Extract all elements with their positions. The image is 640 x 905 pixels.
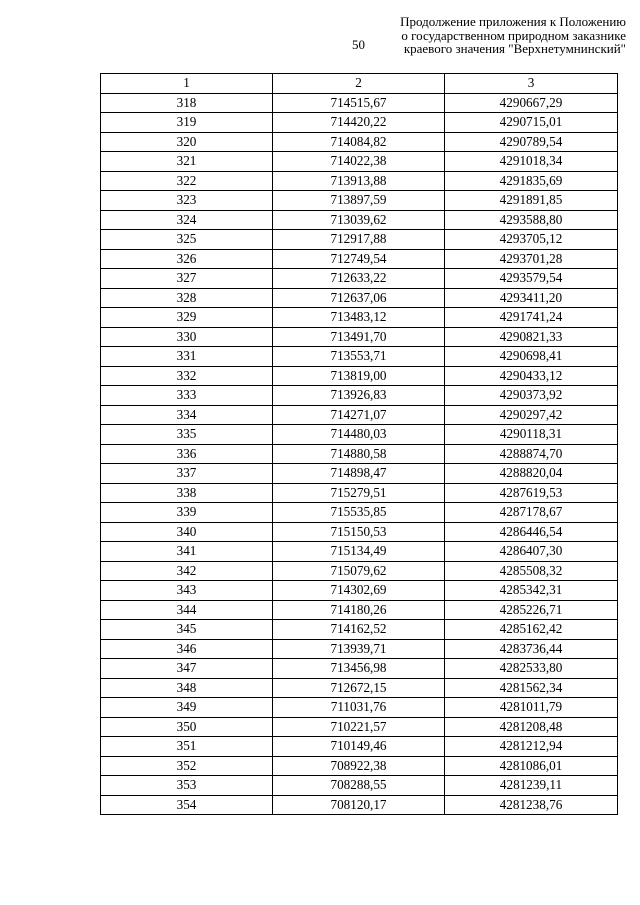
table-row	[101, 269, 618, 289]
x-coordinate-cell: 712917,88	[273, 230, 445, 250]
table-row	[101, 561, 618, 581]
x-coordinate-cell: 713913,88	[273, 171, 445, 191]
x-coordinate-cell: 712672,15	[273, 678, 445, 698]
point-number-cell: 336	[101, 444, 273, 464]
table-row	[101, 386, 618, 406]
point-number-cell: 348	[101, 678, 273, 698]
x-coordinate-cell: 714880,58	[273, 444, 445, 464]
point-number-cell: 323	[101, 191, 273, 211]
y-coordinate-cell: 4281086,01	[445, 756, 618, 776]
x-coordinate-cell: 712749,54	[273, 249, 445, 269]
y-coordinate-cell: 4281239,11	[445, 776, 618, 796]
y-coordinate-cell: 4290433,12	[445, 366, 618, 386]
table-body	[101, 93, 618, 815]
table-row	[101, 659, 618, 679]
y-coordinate-cell: 4285342,31	[445, 581, 618, 601]
x-coordinate-cell: 714302,69	[273, 581, 445, 601]
y-coordinate-cell: 4290698,41	[445, 347, 618, 367]
y-coordinate-cell: 4281562,34	[445, 678, 618, 698]
point-number-cell: 345	[101, 620, 273, 640]
point-number-cell: 332	[101, 366, 273, 386]
x-coordinate-cell: 714180,26	[273, 600, 445, 620]
y-coordinate-cell: 4286446,54	[445, 522, 618, 542]
x-coordinate-cell: 714420,22	[273, 113, 445, 133]
y-coordinate-cell: 4286407,30	[445, 542, 618, 562]
table-row	[101, 678, 618, 698]
x-coordinate-cell: 712633,22	[273, 269, 445, 289]
point-number-cell: 347	[101, 659, 273, 679]
x-coordinate-cell: 714271,07	[273, 405, 445, 425]
x-coordinate-cell: 714480,03	[273, 425, 445, 445]
x-coordinate-cell: 715134,49	[273, 542, 445, 562]
x-coordinate-cell: 713939,71	[273, 639, 445, 659]
y-coordinate-cell: 4291018,34	[445, 152, 618, 172]
table-row	[101, 600, 618, 620]
table-row	[101, 444, 618, 464]
column-header-2: 2	[273, 74, 445, 94]
x-coordinate-cell: 713491,70	[273, 327, 445, 347]
point-number-cell: 318	[101, 93, 273, 113]
coordinates-table	[100, 73, 618, 815]
y-coordinate-cell: 4285162,42	[445, 620, 618, 640]
y-coordinate-cell: 4288874,70	[445, 444, 618, 464]
x-coordinate-cell: 713039,62	[273, 210, 445, 230]
y-coordinate-cell: 4281238,76	[445, 795, 618, 815]
x-coordinate-cell: 713926,83	[273, 386, 445, 406]
table-row	[101, 191, 618, 211]
point-number-cell: 324	[101, 210, 273, 230]
y-coordinate-cell: 4290667,29	[445, 93, 618, 113]
table-row	[101, 93, 618, 113]
x-coordinate-cell: 713483,12	[273, 308, 445, 328]
column-header-1: 1	[101, 74, 273, 94]
x-coordinate-cell: 713819,00	[273, 366, 445, 386]
table-row	[101, 542, 618, 562]
table-row	[101, 249, 618, 269]
point-number-cell: 346	[101, 639, 273, 659]
header-line: Продолжение приложения к Положению	[400, 14, 626, 29]
x-coordinate-cell: 714898,47	[273, 464, 445, 484]
table-row	[101, 698, 618, 718]
point-number-cell: 351	[101, 737, 273, 757]
point-number-cell: 342	[101, 561, 273, 581]
y-coordinate-cell: 4291741,24	[445, 308, 618, 328]
point-number-cell: 353	[101, 776, 273, 796]
point-number-cell: 319	[101, 113, 273, 133]
x-coordinate-cell: 713897,59	[273, 191, 445, 211]
point-number-cell: 331	[101, 347, 273, 367]
y-coordinate-cell: 4293588,80	[445, 210, 618, 230]
point-number-cell: 321	[101, 152, 273, 172]
point-number-cell: 338	[101, 483, 273, 503]
point-number-cell: 343	[101, 581, 273, 601]
y-coordinate-cell: 4293705,12	[445, 230, 618, 250]
y-coordinate-cell: 4287619,53	[445, 483, 618, 503]
y-coordinate-cell: 4283736,44	[445, 639, 618, 659]
table-row	[101, 347, 618, 367]
table-row	[101, 522, 618, 542]
y-coordinate-cell: 4281208,48	[445, 717, 618, 737]
header-note	[326, 15, 626, 56]
y-coordinate-cell: 4290715,01	[445, 113, 618, 133]
point-number-cell: 349	[101, 698, 273, 718]
x-coordinate-cell: 710149,46	[273, 737, 445, 757]
table-row	[101, 717, 618, 737]
x-coordinate-cell: 708922,38	[273, 756, 445, 776]
y-coordinate-cell: 4288820,04	[445, 464, 618, 484]
y-coordinate-cell: 4290789,54	[445, 132, 618, 152]
x-coordinate-cell: 710221,57	[273, 717, 445, 737]
point-number-cell: 339	[101, 503, 273, 523]
table-row	[101, 620, 618, 640]
table-row	[101, 132, 618, 152]
table-row	[101, 756, 618, 776]
x-coordinate-cell: 712637,06	[273, 288, 445, 308]
table-row	[101, 171, 618, 191]
table-row	[101, 230, 618, 250]
x-coordinate-cell: 715150,53	[273, 522, 445, 542]
x-coordinate-cell: 713456,98	[273, 659, 445, 679]
table-row	[101, 113, 618, 133]
y-coordinate-cell: 4281011,79	[445, 698, 618, 718]
x-coordinate-cell: 713553,71	[273, 347, 445, 367]
header-line: краевого значения "Верхнетумнинский"	[403, 41, 626, 56]
table-row	[101, 425, 618, 445]
y-coordinate-cell: 4293579,54	[445, 269, 618, 289]
y-coordinate-cell: 4290821,33	[445, 327, 618, 347]
y-coordinate-cell: 4285508,32	[445, 561, 618, 581]
table-row	[101, 327, 618, 347]
point-number-cell: 328	[101, 288, 273, 308]
table-row	[101, 776, 618, 796]
table-row	[101, 405, 618, 425]
y-coordinate-cell: 4293701,28	[445, 249, 618, 269]
point-number-cell: 335	[101, 425, 273, 445]
point-number-cell: 320	[101, 132, 273, 152]
table-row	[101, 464, 618, 484]
table-row	[101, 288, 618, 308]
y-coordinate-cell: 4287178,67	[445, 503, 618, 523]
x-coordinate-cell: 714162,52	[273, 620, 445, 640]
point-number-cell: 322	[101, 171, 273, 191]
point-number-cell: 325	[101, 230, 273, 250]
point-number-cell: 327	[101, 269, 273, 289]
point-number-cell: 344	[101, 600, 273, 620]
x-coordinate-cell: 714084,82	[273, 132, 445, 152]
x-coordinate-cell: 714515,67	[273, 93, 445, 113]
x-coordinate-cell: 715079,62	[273, 561, 445, 581]
x-coordinate-cell: 715535,85	[273, 503, 445, 523]
table-row	[101, 210, 618, 230]
column-header-3: 3	[445, 74, 618, 94]
y-coordinate-cell: 4290297,42	[445, 405, 618, 425]
point-number-cell: 337	[101, 464, 273, 484]
point-number-cell: 326	[101, 249, 273, 269]
point-number-cell: 330	[101, 327, 273, 347]
table-header-row	[101, 74, 618, 94]
point-number-cell: 329	[101, 308, 273, 328]
page-number: 50	[352, 37, 365, 52]
y-coordinate-cell: 4282533,80	[445, 659, 618, 679]
point-number-cell: 354	[101, 795, 273, 815]
y-coordinate-cell: 4290118,31	[445, 425, 618, 445]
header-line: о государственном природном заказнике	[401, 27, 626, 43]
table-row	[101, 366, 618, 386]
point-number-cell: 334	[101, 405, 273, 425]
y-coordinate-cell: 4285226,71	[445, 600, 618, 620]
table-row	[101, 483, 618, 503]
point-number-cell: 340	[101, 522, 273, 542]
x-coordinate-cell: 715279,51	[273, 483, 445, 503]
point-number-cell: 333	[101, 386, 273, 406]
x-coordinate-cell: 714022,38	[273, 152, 445, 172]
y-coordinate-cell: 4290373,92	[445, 386, 618, 406]
x-coordinate-cell: 708288,55	[273, 776, 445, 796]
x-coordinate-cell: 708120,17	[273, 795, 445, 815]
table-row	[101, 639, 618, 659]
point-number-cell: 350	[101, 717, 273, 737]
table-row	[101, 581, 618, 601]
table-row	[101, 308, 618, 328]
y-coordinate-cell: 4291891,85	[445, 191, 618, 211]
point-number-cell: 352	[101, 756, 273, 776]
y-coordinate-cell: 4293411,20	[445, 288, 618, 308]
y-coordinate-cell: 4291835,69	[445, 171, 618, 191]
table-row	[101, 503, 618, 523]
table-row	[101, 737, 618, 757]
table-row	[101, 152, 618, 172]
table-row	[101, 795, 618, 815]
point-number-cell: 341	[101, 542, 273, 562]
x-coordinate-cell: 711031,76	[273, 698, 445, 718]
y-coordinate-cell: 4281212,94	[445, 737, 618, 757]
